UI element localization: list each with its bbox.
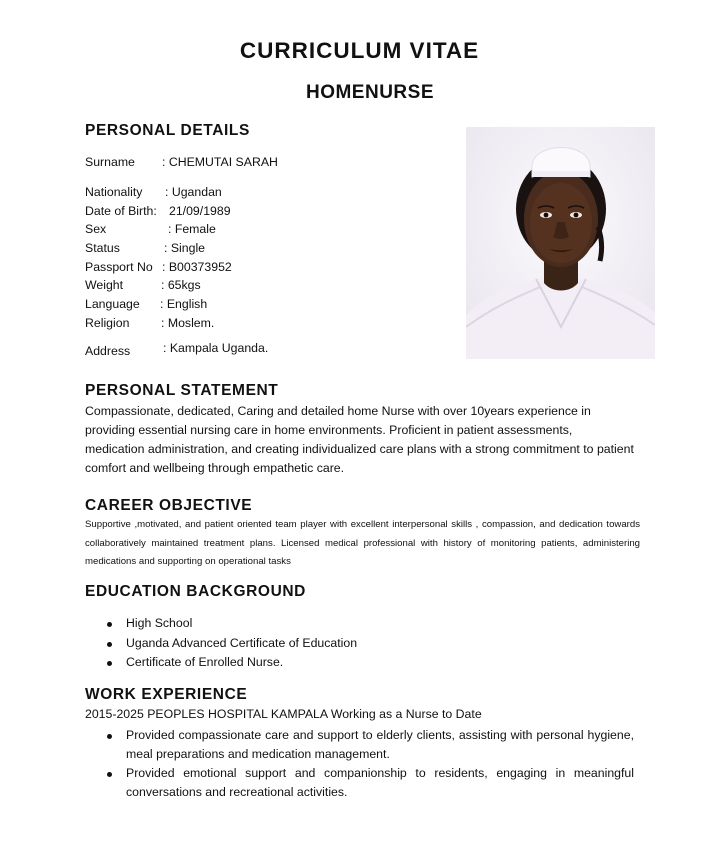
bullet-icon — [107, 661, 112, 666]
detail-label: Surname — [85, 155, 135, 169]
personal-statement-text: Compassionate, dedicated, Caring and detailed home Nurse with over 10years experience in providing essential nursing care in home environments. Proficient in patient assessments, medication administration, and creating individualized care plans with a strong commitment to patient comfort and wellbeing through empathetic care. — [85, 404, 634, 475]
list-item — [0, 764, 719, 802]
job-title-line: 2015-2025 PEOPLES HOSPITAL KAMPALA Working as a Nurse to Date — [85, 707, 482, 721]
detail-label: Address — [85, 344, 131, 358]
detail-label: Weight — [85, 278, 124, 292]
detail-value: : Female — [168, 222, 216, 236]
list-item — [0, 726, 719, 764]
detail-value: : Kampala Uganda. — [163, 341, 269, 355]
personal-details-heading: PERSONAL DETAILS — [85, 122, 250, 139]
detail-label: Passport No — [85, 260, 153, 274]
portrait-illustration — [466, 127, 655, 359]
education-heading: EDUCATION BACKGROUND — [85, 583, 306, 600]
detail-value: : CHEMUTAI SARAH — [162, 155, 278, 169]
list-item-text: High School — [126, 616, 193, 630]
list-item — [0, 653, 719, 673]
work-experience-heading: WORK EXPERIENCE — [85, 686, 248, 703]
work-duties-list — [0, 726, 719, 802]
list-item — [0, 634, 719, 654]
bullet-icon — [107, 622, 112, 627]
detail-value: : English — [160, 297, 208, 311]
document-subtitle: HOMENURSE — [305, 82, 434, 103]
personal-statement-heading: PERSONAL STATEMENT — [85, 382, 279, 399]
career-objective-text: Supportive ,motivated, and patient oriented team player with excellent interpersonal skills , compassion, and dedication towards collaboratively maintained treatment plans. Licensed medical professional with history of monitoring patients, administering medications and supporting on operational tasks — [85, 519, 640, 567]
detail-value: : Ugandan — [165, 185, 222, 199]
career-objective-heading: CAREER OBJECTIVE — [85, 497, 253, 514]
detail-value: : Moslem. — [161, 316, 215, 330]
bullet-icon — [107, 772, 112, 777]
bullet-icon — [107, 642, 112, 647]
list-item-text: Provided emotional support and companionship to residents, engaging in meaningful conversations and recreational activities. — [126, 766, 634, 799]
education-list — [0, 614, 719, 673]
detail-value: : Single — [164, 241, 206, 255]
list-item-text: Provided compassionate care and support to elderly clients, assisting with personal hygiene, meal preparations and medication management. — [126, 728, 634, 761]
detail-value: 21/09/1989 — [169, 204, 231, 218]
detail-label: Date of Birth: — [85, 204, 157, 218]
detail-value: : 65kgs — [161, 278, 201, 292]
bullet-icon — [107, 734, 112, 739]
detail-value: : B00373952 — [162, 260, 232, 274]
list-item-text: Certificate of Enrolled Nurse. — [126, 655, 284, 669]
detail-label: Language — [85, 297, 140, 311]
list-item — [0, 614, 719, 634]
detail-label: Religion — [85, 316, 130, 330]
detail-label: Status — [85, 241, 120, 255]
profile-photo — [466, 127, 655, 359]
list-item-text: Uganda Advanced Certificate of Education — [126, 635, 358, 650]
detail-label: Sex — [85, 222, 107, 236]
detail-label: Nationality — [85, 185, 143, 199]
document-title: CURRICULUM VITAE — [239, 38, 480, 63]
